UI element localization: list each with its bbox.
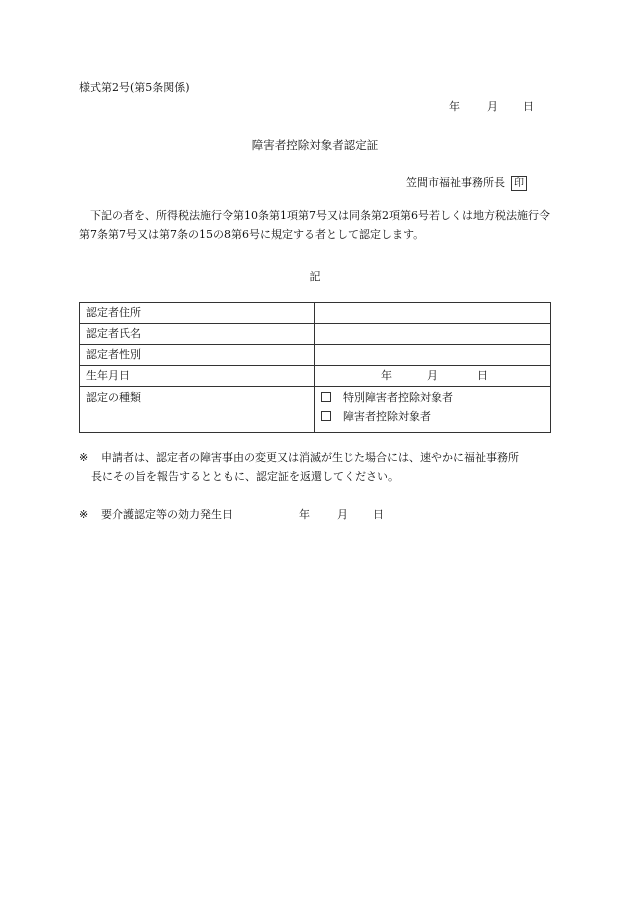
notice [79, 448, 551, 486]
date-month: 月 [487, 100, 498, 113]
date-year: 年 [449, 100, 460, 113]
table-row [80, 324, 551, 345]
option-special-disabled-label: 特別障害者控除対象者 [343, 391, 453, 404]
address-label: 認定者住所 [80, 303, 315, 324]
effective-year: 年 [299, 508, 310, 521]
effective-date-line [79, 508, 384, 522]
table-row [80, 387, 551, 433]
note-mark: ※ [79, 451, 89, 464]
issuer-line [406, 176, 527, 191]
effective-month: 月 [337, 508, 348, 521]
note-line-2: 長にその旨を報告するとともに、認定証を返還してください。 [91, 470, 399, 483]
option-disabled[interactable] [321, 410, 544, 429]
effective-label: 要介護認定等の効力発生日 [101, 508, 233, 521]
issuer-name: 笠間市福祉事務所長 [406, 176, 505, 189]
certification-statement: 下記の者を、所得税法施行令第10条第1項第7号又は同条第2項第6号若しくは地方税法施行令第7条第7号又は第7条の15の8第6号に規定する者として認定します。 [79, 209, 550, 241]
note-line-1: 申請者は、認定者の障害事由の変更又は消滅が生じた場合には、速やかに福祉事務所 [101, 451, 519, 464]
dob-day: 日 [477, 368, 488, 382]
gender-label: 認定者性別 [80, 345, 315, 366]
form-number: 様式第2号(第5条関係) [79, 81, 190, 94]
dob-month: 月 [427, 368, 438, 382]
certification-table [79, 302, 551, 433]
checkbox-icon[interactable] [321, 392, 331, 402]
date-day: 日 [523, 100, 534, 113]
dob-value[interactable] [315, 366, 551, 387]
dob-label: 生年月日 [80, 366, 315, 387]
table-row [80, 303, 551, 324]
document-title: 障害者控除対象者認定証 [251, 138, 379, 152]
name-label: 認定者氏名 [80, 324, 315, 345]
gender-value[interactable] [315, 345, 551, 366]
table-row [80, 345, 551, 366]
issue-date [449, 100, 534, 114]
address-value[interactable] [315, 303, 551, 324]
ki-heading: 記 [309, 270, 321, 283]
table-row [80, 366, 551, 387]
checkbox-icon[interactable] [321, 411, 331, 421]
effective-mark: ※ [79, 508, 89, 521]
dob-year: 年 [381, 368, 392, 382]
type-options [315, 387, 551, 433]
option-disabled-label: 障害者控除対象者 [343, 410, 431, 423]
type-label: 認定の種類 [80, 387, 315, 433]
effective-day: 日 [373, 508, 384, 521]
seal-mark: 印 [511, 176, 527, 191]
option-special-disabled[interactable] [321, 391, 544, 410]
name-value[interactable] [315, 324, 551, 345]
